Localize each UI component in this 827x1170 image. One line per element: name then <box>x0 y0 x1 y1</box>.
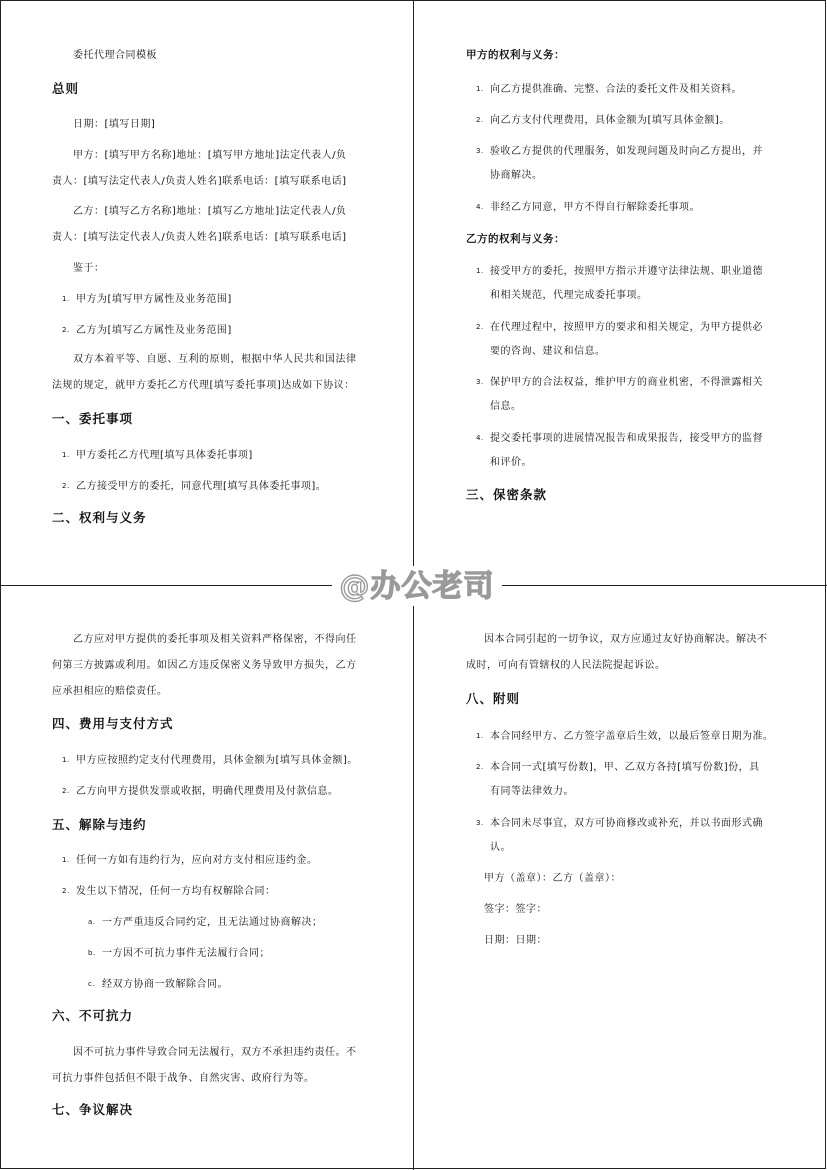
list-number: 1. <box>476 267 484 275</box>
whereas-label: 鉴于： <box>73 263 105 274</box>
intro-line-1: 双方本着平等、自愿、互利的原则，根据中华人民共和国法律 <box>73 354 357 365</box>
list-text: 一方因不可抗力事件无法履行合同； <box>102 948 270 959</box>
list-text: 向乙方提供准确、完整、合法的委托文件及相关资料。 <box>490 84 742 95</box>
signature-line: 签字：签字： <box>484 904 547 915</box>
list-number: 2. <box>476 323 484 331</box>
list-text: 本合同未尽事宜，双方可协商修改或补充，并以书面形式确 <box>490 818 763 829</box>
list-text-continued: 要的咨询、建议和信息。 <box>490 346 606 357</box>
list-text-continued: 认。 <box>490 842 511 853</box>
list-text: 经双方协商一致解除合同。 <box>102 979 228 990</box>
list-text: 乙方向甲方提供发票或收据，明确代理费用及付款信息。 <box>76 786 339 797</box>
list-item <box>62 778 339 805</box>
section-4-heading: 四、费用与支付方式 <box>52 716 174 731</box>
party-a-line-1: 甲方：[填写甲方名称]地址：[填写甲方地址]法定代表人/负 <box>73 150 347 161</box>
list-text: 验收乙方提供的代理服务，如发现问题及时向乙方提出，并 <box>490 146 763 157</box>
watermark-text: @办公老司 <box>339 569 495 604</box>
list-number: 3. <box>476 819 484 827</box>
party-b-line-1: 乙方：[填写乙方名称]地址：[填写乙方地址]法定代表人/负 <box>73 206 347 217</box>
list-item <box>476 258 763 285</box>
section-general-heading: 总则 <box>52 81 80 96</box>
party-a-line-2: 责人：[填写法定代表人/负责人姓名]联系电话：[填写联系电话] <box>52 176 347 187</box>
list-text-continued: 有同等法律效力。 <box>490 786 574 797</box>
list-text: 非经乙方同意，甲方不得自行解除委托事项。 <box>490 202 700 213</box>
list-item <box>62 286 232 313</box>
sub-list-item <box>88 940 270 967</box>
seal-line: 甲方（盖章）：乙方（盖章）： <box>484 873 621 884</box>
confidentiality-line-1: 乙方应对甲方提供的委托事项及相关资料严格保密，不得向任 <box>73 634 357 645</box>
sub-list-item <box>88 971 228 998</box>
party-b-duties-heading: 乙方的权利与义务： <box>466 233 565 245</box>
party-b-line-2: 责人：[填写法定代表人/负责人姓名]联系电话：[填写联系电话] <box>52 232 347 243</box>
confidentiality-line-3: 应承担相应的赔偿责任。 <box>52 686 168 697</box>
dispute-line-1: 因本合同引起的一切争议，双方应通过友好协商解决。解决不 <box>484 634 768 645</box>
force-majeure-line-1: 因不可抗力事件导致合同无法履行，双方不承担违约责任。不 <box>73 1047 357 1058</box>
list-text: 保护甲方的合法权益，维护甲方的商业机密，不得泄露相关 <box>490 377 763 388</box>
list-text-continued: 信息。 <box>490 401 522 412</box>
list-text-continued: 和评价。 <box>490 457 532 468</box>
date-line: 日期：[填写日期] <box>73 119 156 130</box>
list-text-continued: 协商解决。 <box>490 170 543 181</box>
list-item <box>476 810 763 837</box>
section-8-heading: 八、附则 <box>466 691 521 706</box>
section-6-heading: 六、不可抗力 <box>52 1008 134 1023</box>
list-number: 2. <box>476 116 484 124</box>
party-a-duties-heading: 甲方的权利与义务： <box>466 49 565 61</box>
watermark <box>332 566 502 606</box>
sub-list-item <box>88 909 323 936</box>
list-text: 提交委托事项的进展情况报告和成果报告，接受甲方的监督 <box>490 433 763 444</box>
section-5-heading: 五、解除与违约 <box>52 817 147 832</box>
list-number: 4. <box>476 434 484 442</box>
list-number: 1. <box>476 732 484 740</box>
list-item <box>62 317 232 344</box>
list-item <box>476 754 760 781</box>
page-3 <box>0 585 414 1170</box>
force-majeure-line-2: 可抗力事件包括但不限于战争、自然灾害、政府行为等。 <box>52 1073 315 1084</box>
list-text: 甲方为[填写甲方属性及业务范围] <box>76 294 232 305</box>
list-number: 4. <box>476 203 484 211</box>
list-text: 在代理过程中，按照甲方的要求和相关规定，为甲方提供必 <box>490 322 763 333</box>
page-2 <box>414 0 827 585</box>
list-text: 一方严重违反合同约定，且无法通过协商解决； <box>102 917 323 928</box>
list-item <box>476 314 763 341</box>
dispute-line-2: 成时，可向有管辖权的人民法院提起诉讼。 <box>466 660 666 671</box>
list-item <box>476 76 742 103</box>
section-2-heading: 二、权利与义务 <box>52 510 147 525</box>
list-number: 1. <box>62 856 70 864</box>
list-text: 甲方委托乙方代理[填写具体委托事项] <box>76 450 253 461</box>
list-item <box>476 138 763 165</box>
confidentiality-line-2: 何第三方披露或利用。如因乙方违反保密义务导致甲方损失，乙方 <box>52 660 357 671</box>
list-text: 接受甲方的委托，按照甲方指示并遵守法律法规、职业道德 <box>490 266 763 277</box>
list-item <box>62 473 326 500</box>
list-text: 任何一方如有违约行为，应向对方支付相应违约金。 <box>76 855 318 866</box>
list-number: 1. <box>62 756 70 764</box>
doc-title: 委托代理合同模板 <box>73 50 157 61</box>
list-letter: a. <box>88 918 96 926</box>
date-signature-line: 日期：日期： <box>484 935 547 946</box>
list-number: 1. <box>62 451 70 459</box>
list-number: 2. <box>62 887 70 895</box>
list-text: 乙方为[填写乙方属性及业务范围] <box>76 325 232 336</box>
list-number: 2. <box>62 326 70 334</box>
page-1 <box>0 0 414 585</box>
list-number: 1. <box>476 85 484 93</box>
list-item <box>476 107 730 134</box>
list-item <box>62 878 276 905</box>
section-7-heading: 七、争议解决 <box>52 1102 134 1117</box>
list-number: 2. <box>476 763 484 771</box>
list-text: 本合同一式[填写份数]，甲、乙双方各持[填写份数]份，具 <box>490 762 760 773</box>
list-letter: c. <box>88 980 96 988</box>
list-text: 本合同经甲方、乙方签字盖章后生效，以最后签章日期为准。 <box>490 731 774 742</box>
list-item <box>62 442 253 469</box>
list-number: 1. <box>62 295 70 303</box>
section-1-heading: 一、委托事项 <box>52 411 134 426</box>
page-4 <box>414 585 827 1170</box>
list-text-continued: 和相关规范，代理完成委托事项。 <box>490 290 648 301</box>
list-item <box>62 847 318 874</box>
list-text: 向乙方支付代理费用，具体金额为[填写具体金额]。 <box>490 115 730 126</box>
list-text: 甲方应按照约定支付代理费用，具体金额为[填写具体金额]。 <box>76 755 358 766</box>
list-number: 2. <box>62 787 70 795</box>
list-number: 2. <box>62 482 70 490</box>
list-item <box>476 723 774 750</box>
list-item <box>476 194 700 221</box>
list-item <box>476 425 763 452</box>
list-letter: b. <box>88 949 96 957</box>
section-3-heading: 三、保密条款 <box>466 487 548 502</box>
intro-line-2: 法规的规定，就甲方委托乙方代理[填写委托事项]达成如下协议： <box>52 380 355 391</box>
list-item <box>476 369 763 396</box>
list-number: 3. <box>476 147 484 155</box>
list-text: 乙方接受甲方的委托，同意代理[填写具体委托事项]。 <box>76 481 327 492</box>
list-text: 发生以下情况，任何一方均有权解除合同： <box>76 886 276 897</box>
list-number: 3. <box>476 378 484 386</box>
list-item <box>62 747 358 774</box>
